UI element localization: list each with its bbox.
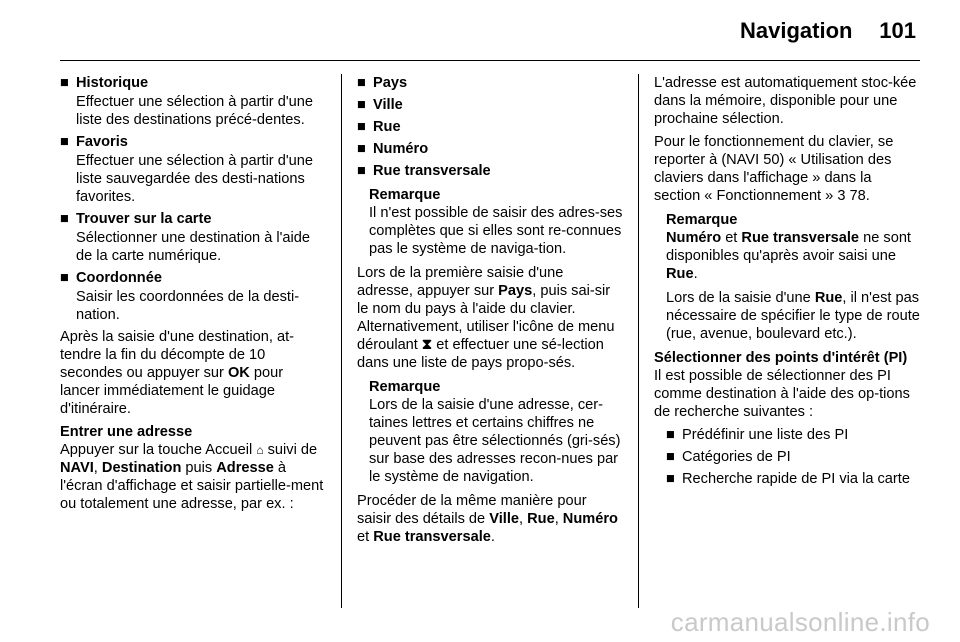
list-item [60, 133, 326, 206]
text: Pour le fonctionnement du clavier, se reporter à (NAVI 50) « Utilisation des claviers dans l'affichage » dans la section « Fonctionnement » [654, 134, 894, 204]
list-item [357, 96, 623, 114]
column-3 [654, 74, 920, 492]
bullet-icon: ■ [357, 75, 366, 91]
bullet-icon: ■ [666, 449, 675, 465]
keyword: Rue transversale [373, 529, 491, 545]
note-text [666, 230, 911, 282]
paragraph [357, 492, 623, 546]
list-item [60, 269, 326, 324]
field-label: Ville [373, 97, 403, 113]
option-label: Coordonnée [76, 270, 162, 286]
keyword: NAVI [60, 460, 94, 476]
list-item [60, 210, 326, 265]
text: pour lancer immédiatement le guidage d'itinéraire. [60, 365, 284, 417]
text: et effectuer une sé-lection dans une liste de pays propo-sés. [357, 337, 604, 371]
text: Lors de la saisie d'une [666, 290, 815, 306]
text: et [357, 529, 374, 545]
text: , [554, 511, 563, 527]
list-item [357, 118, 623, 136]
header-rule [60, 60, 920, 61]
text: suivi de [263, 442, 318, 458]
list-item [666, 470, 920, 488]
note-title: Remarque [369, 187, 441, 203]
keyword: Rue [666, 266, 694, 282]
bullet-icon: ■ [60, 134, 69, 150]
list-item [666, 448, 920, 466]
keyword: Destination [101, 460, 182, 476]
column-1 [60, 74, 326, 518]
paragraph: L'adresse est automatiquement stoc-kée dans la mémoire, disponible pour une prochaine sélection. [654, 75, 917, 127]
bullet-icon: ■ [60, 75, 69, 91]
text: . [490, 529, 495, 545]
field-label: Rue [373, 119, 401, 135]
text: , il n'est pas nécessaire de spécifier le type de route (rue, avenue, boulevard etc.). [666, 290, 920, 342]
watermark: carmanualsonline.info [670, 607, 930, 637]
text: à l'écran d'affichage et saisir partielle-ment ou totalement une adresse, par ex. : [60, 460, 324, 512]
option-description: Effectuer une sélection à partir d'une liste des destinations précé-dentes. [76, 94, 313, 128]
note-text: Lors de la saisie d'une adresse, cer-taines lettres et certains chiffres ne peuvent pas être sélectionnés (gri-sés) sur base des adresses recon-nues par le système de navigation. [369, 397, 621, 485]
bullet-icon: ■ [357, 119, 366, 135]
text: puis [181, 460, 217, 476]
note-paragraph [666, 289, 920, 343]
section-heading: Entrer une adresse [60, 424, 193, 440]
option-description: Sélectionner une destination à l'aide de la carte numérique. [76, 230, 311, 264]
text: , [519, 511, 528, 527]
column-divider [638, 74, 639, 608]
list-item [357, 162, 623, 180]
note-box [654, 211, 920, 343]
bullet-icon: ■ [357, 97, 366, 113]
text: Après la saisie d'une destination, at-tendre la fin du décompte de 10 secondes ou appuyer sur [60, 329, 294, 381]
note-title: Remarque [369, 379, 441, 395]
paragraph: Il est possible de sélectionner des PI comme destination à l'aide des op-tions de recherche suivantes : [654, 368, 910, 420]
keyword: Numéro [562, 511, 618, 527]
keyword: Rue [527, 511, 555, 527]
text: Appuyer sur la touche Accueil [60, 442, 257, 458]
note-box [357, 378, 623, 486]
option-label: Trouver sur la carte [76, 211, 212, 227]
column-2 [357, 74, 623, 551]
field-label: Numéro [373, 141, 429, 157]
keyword: Rue [814, 290, 843, 306]
text: Procéder de la même manière pour saisir des détails de [357, 493, 587, 527]
paragraph [60, 328, 326, 418]
paragraph [357, 264, 623, 372]
list-item [666, 426, 920, 444]
note-text: Il n'est possible de saisir des adres-ses complètes que si elles sont re-connues pas le système de naviga-tion. [369, 205, 623, 257]
keyword: Pays [498, 283, 533, 299]
bullet-icon: ■ [357, 163, 366, 179]
page-number: 101 [879, 18, 916, 43]
keyword: Rue transversale [741, 230, 860, 246]
page-ref-icon: 3 [837, 188, 846, 204]
home-icon: ⌂ [256, 443, 264, 457]
section-heading: Sélectionner des points d'intérêt (PI) [654, 350, 908, 366]
list-item [357, 140, 623, 158]
note-title: Remarque [666, 212, 738, 228]
list-text: Catégories de PI [682, 449, 791, 465]
list-text: Recherche rapide de PI via la carte [682, 471, 910, 487]
bullet-icon: ■ [60, 211, 69, 227]
paragraph [654, 133, 920, 205]
list-item [357, 74, 623, 92]
dropdown-menu-icon: ⧗ [421, 337, 433, 353]
option-label: Historique [76, 75, 149, 91]
text: Lors de la première saisie d'une adresse, appuyer sur [357, 265, 564, 299]
field-label: Pays [373, 75, 408, 91]
keyword: Adresse [216, 460, 274, 476]
text: 78. [845, 188, 870, 204]
bullet-icon: ■ [666, 427, 675, 443]
bullet-icon: ■ [60, 270, 69, 286]
keyword: Ville [489, 511, 519, 527]
bullet-icon: ■ [666, 471, 675, 487]
keyword: Numéro [666, 230, 722, 246]
list-text: Prédéfinir une liste des PI [682, 427, 849, 443]
text: et [721, 230, 742, 246]
text: , puis sai-sir le nom du pays à l'aide du clavier. Alternativement, utiliser l'icône de menu déroulant [357, 283, 615, 353]
option-label: Favoris [76, 134, 128, 150]
column-divider [341, 74, 342, 608]
bullet-icon: ■ [357, 141, 366, 157]
ok-keyword: OK [227, 365, 250, 381]
field-label: Rue transversale [373, 163, 491, 179]
text: , [93, 460, 102, 476]
text: . [693, 266, 698, 282]
text: ne sont disponibles qu'après avoir saisi une [666, 230, 911, 264]
note-box [357, 186, 623, 258]
page-title: Navigation [740, 18, 853, 43]
list-item [60, 74, 326, 129]
option-description: Effectuer une sélection à partir d'une liste sauvegardée des desti-nations favorites. [76, 153, 313, 205]
option-description: Saisir les coordonnées de la desti-nation. [76, 289, 300, 323]
paragraph [60, 441, 326, 513]
